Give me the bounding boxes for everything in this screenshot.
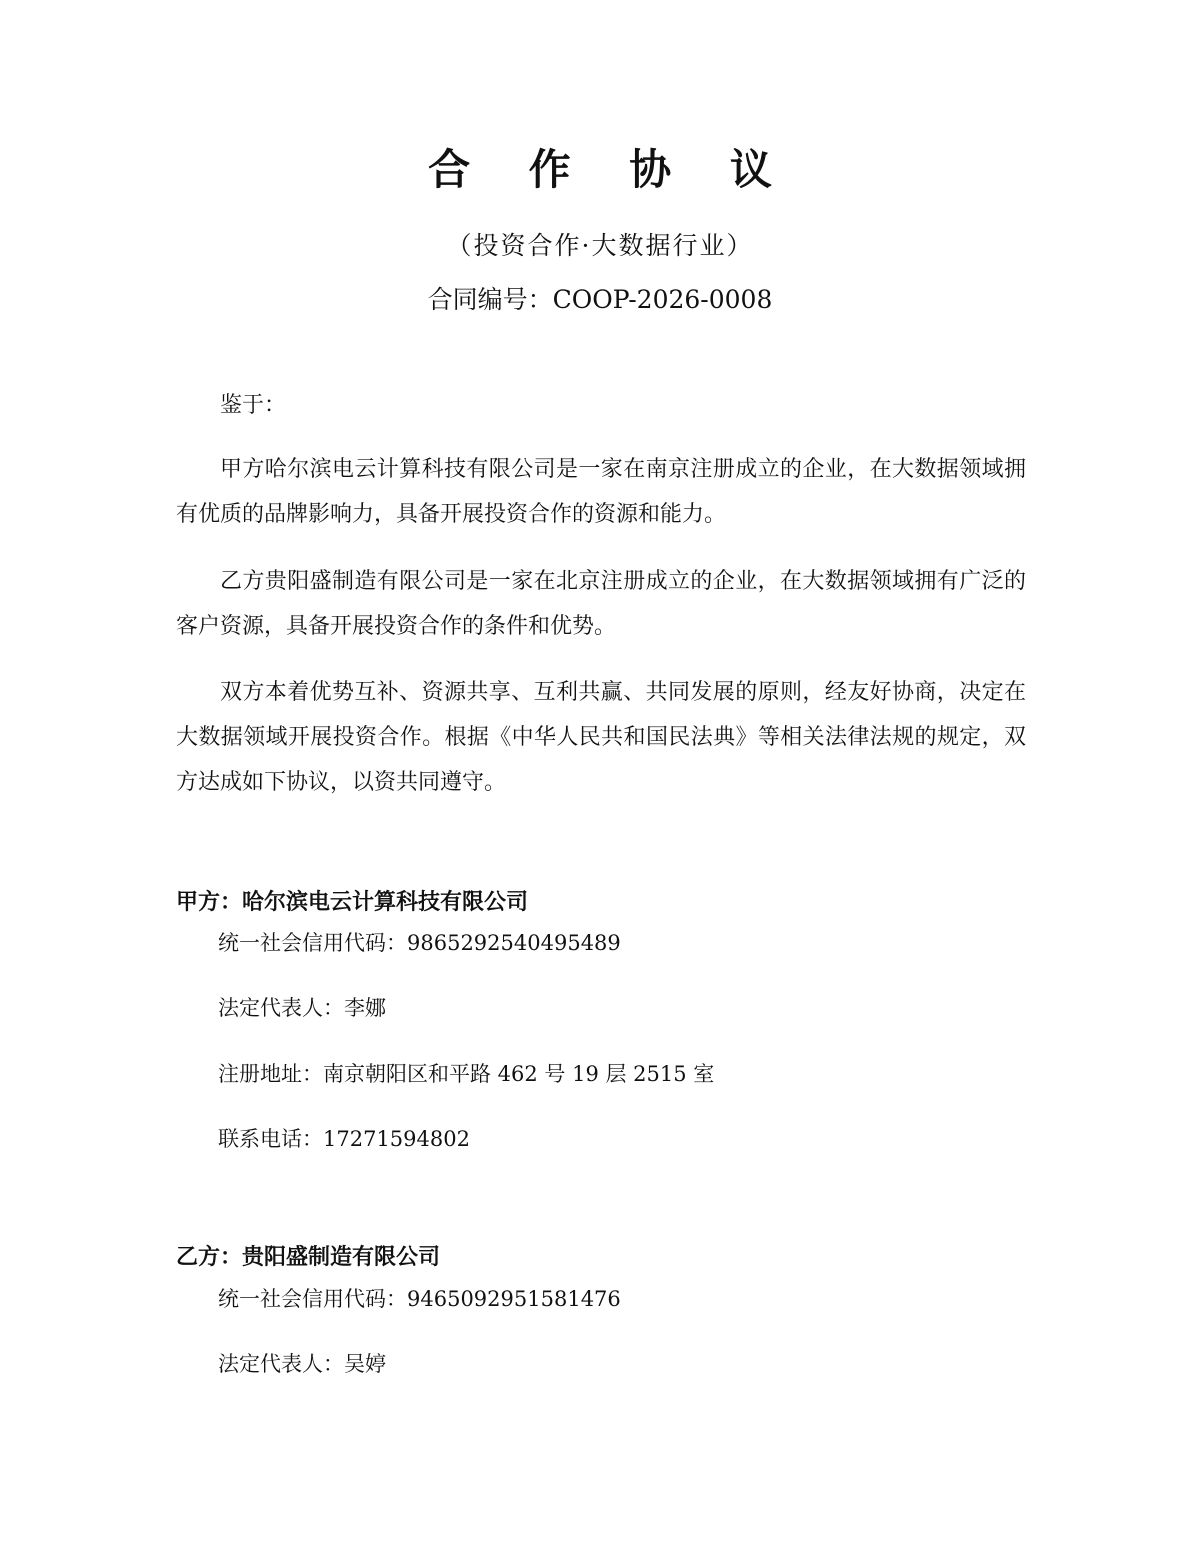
- preamble-label: 鉴于：: [220, 393, 287, 418]
- document-subtitle: （投资合作·大数据行业）: [446, 231, 754, 260]
- party-a-heading: 甲方：哈尔滨电云计算科技有限公司: [176, 890, 529, 915]
- paragraph-party-b-intro: 乙方贵阳盛制造有限公司是一家在北京注册成立的企业，在大数据领域拥有广泛的客户资源，具备开展投资合作的条件和优势。: [176, 569, 1026, 639]
- document-title: 合 作 协 议: [428, 145, 794, 194]
- contract-number: 合同编号：COOP-2026-0008: [427, 285, 773, 314]
- party-a-credit-code: 统一社会信用代码：9865292540495489: [218, 931, 621, 955]
- paragraph-party-a-intro: 甲方哈尔滨电云计算科技有限公司是一家在南京注册成立的企业，在大数据领域拥有优质的品牌影响力，具备开展投资合作的资源和能力。: [176, 457, 1026, 527]
- party-b-credit-code: 统一社会信用代码：9465092951581476: [218, 1287, 621, 1311]
- party-b-heading: 乙方：贵阳盛制造有限公司: [176, 1245, 441, 1270]
- paragraph-agreement-basis: 双方本着优势互补、资源共享、互利共赢、共同发展的原则，经友好协商，决定在大数据领域开展投资合作。根据《中华人民共和国民法典》等相关法律法规的规定，双方达成如下协议，以资共同遵守。: [176, 680, 1026, 795]
- party-a-address: 注册地址：南京朝阳区和平路 462 号 19 层 2515 室: [218, 1062, 715, 1086]
- party-a-phone: 联系电话：17271594802: [218, 1127, 470, 1151]
- party-a-legal-rep: 法定代表人：李娜: [218, 996, 386, 1020]
- party-b-legal-rep: 法定代表人：吴婷: [218, 1352, 386, 1376]
